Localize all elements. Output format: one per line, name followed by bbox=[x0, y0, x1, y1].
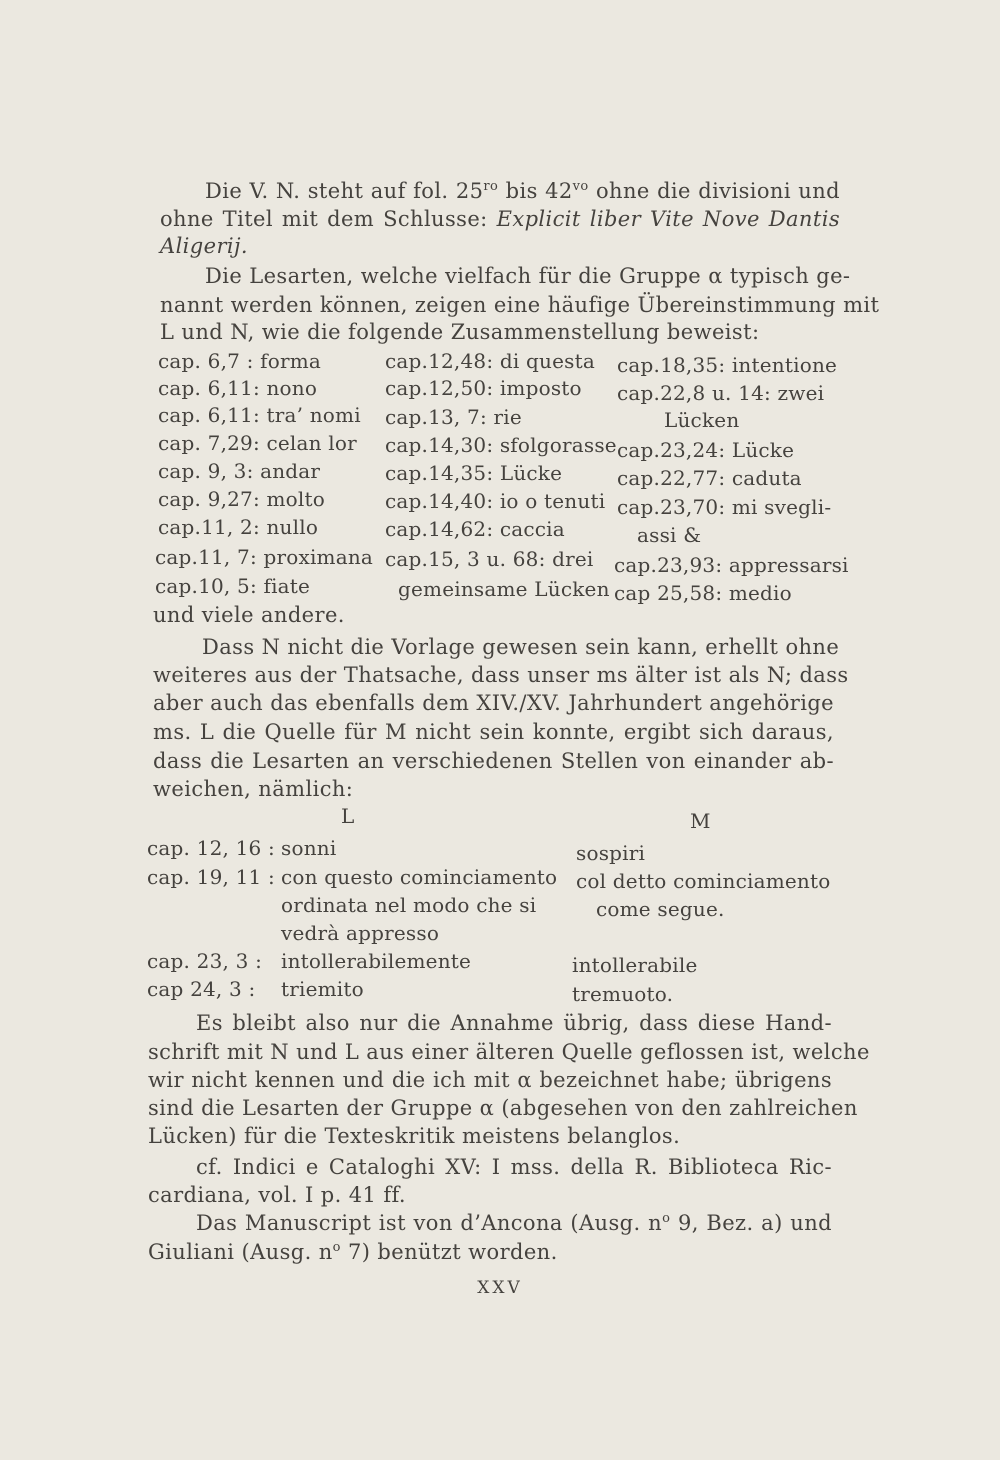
collation-entry: cap.14,40: io o tenuti bbox=[385, 489, 606, 513]
variant-reading-m: come segue. bbox=[596, 897, 725, 921]
p4-line-1: Es bleibt also nur die Annahme übrig, dass diese Hand- bbox=[196, 1011, 832, 1035]
collation-entry: gemeinsame Lücken bbox=[398, 577, 610, 601]
variant-reading-m: tremuoto. bbox=[572, 982, 674, 1006]
variant-reading-l: con questo cominciamento bbox=[281, 865, 558, 889]
collation-after: und viele andere. bbox=[153, 603, 345, 627]
collation-entry: cap.13, 7: rie bbox=[385, 405, 522, 429]
p6-line-2: Giuliani (Ausg. $n^o$ 7) benützt worden. bbox=[148, 1240, 558, 1264]
p2-line-1: Die Lesarten, welche vielfach für die Gruppe α typisch ge- bbox=[205, 264, 851, 288]
p1-line-1: Die V. N. steht auf fol. $25^{ro}$ bis $42^{vo}$ ohne die divisioni und bbox=[205, 179, 840, 203]
variant-cap: cap 24, 3 : bbox=[147, 977, 256, 1001]
p3-line-2: weiteres aus der Thatsache, dass unser ms älter ist als N; dass bbox=[153, 663, 849, 687]
variant-reading-l: vedrà appresso bbox=[281, 921, 440, 945]
p5-line-1: cf. Indici e Cataloghi XV: I mss. della R. Biblioteca Ric- bbox=[196, 1155, 832, 1179]
collation-entry: cap. 9, 3: andar bbox=[158, 459, 321, 483]
collation-entry: cap.14,35: Lücke bbox=[385, 461, 563, 485]
page-number: XXV bbox=[477, 1278, 523, 1298]
variant-header-m: M bbox=[690, 809, 711, 833]
p4-line-5: Lücken) für die Texteskritik meistens belanglos. bbox=[148, 1124, 681, 1148]
collation-entry: cap.23,70: mi svegli- bbox=[617, 495, 832, 519]
collation-entry: cap.23,93: appressarsi bbox=[614, 553, 849, 577]
collation-entry: cap.22,77: caduta bbox=[617, 466, 802, 490]
collation-entry: cap. 6,11: nono bbox=[158, 376, 318, 400]
variant-cap: cap. 23, 3 : bbox=[147, 949, 263, 973]
p3-line-6: weichen, nämlich: bbox=[153, 777, 354, 801]
collation-entry: cap.11, 7: proximana bbox=[155, 545, 374, 569]
variant-reading-m: sospiri bbox=[576, 841, 646, 865]
variant-cap: cap. 19, 11 : bbox=[147, 865, 275, 889]
collation-entry: Lücken bbox=[664, 408, 740, 432]
p3-line-5: dass die Lesarten an verschiedenen Stellen von einander ab- bbox=[153, 749, 834, 773]
collation-entry: cap.10, 5: fiate bbox=[155, 574, 311, 598]
p4-line-4: sind die Lesarten der Gruppe α (abgesehen von den zahlreichen bbox=[148, 1096, 858, 1120]
collation-entry: cap.23,24: Lücke bbox=[617, 438, 795, 462]
p1-line-3: Aligerij. bbox=[160, 234, 249, 258]
variant-reading-m: intollerabile bbox=[572, 953, 698, 977]
p4-line-3: wir nicht kennen und die ich mit α bezeichnet habe; übrigens bbox=[148, 1068, 832, 1092]
variant-reading-l: triemito bbox=[281, 977, 364, 1001]
collation-entry: cap.14,30: sfolgorasse bbox=[385, 433, 617, 457]
variant-reading-l: ordinata nel modo che si bbox=[281, 893, 537, 917]
collation-entry: cap.12,50: imposto bbox=[385, 376, 582, 400]
p2-line-3: L und N, wie die folgende Zusammenstellung beweist: bbox=[160, 320, 760, 344]
p3-line-4: ms. L die Quelle für M nicht sein konnte, ergibt sich daraus, bbox=[153, 720, 834, 744]
p1-line-2: ohne Titel mit dem Schlusse: Explicit liber Vite Nove Dantis bbox=[160, 207, 840, 231]
variant-reading-l: intollerabilemente bbox=[281, 949, 472, 973]
p3-line-3: aber auch das ebenfalls dem XIV./XV. Jahrhundert angehörige bbox=[153, 691, 834, 715]
variant-cap: cap. 12, 16 : bbox=[147, 836, 275, 860]
collation-entry: cap.11, 2: nullo bbox=[158, 515, 319, 539]
collation-entry: cap 25,58: medio bbox=[614, 581, 792, 605]
collation-entry: cap.14,62: caccia bbox=[385, 517, 565, 541]
collation-entry: cap.12,48: di questa bbox=[385, 349, 595, 373]
collation-entry: cap. 6,11: tra’ nomi bbox=[158, 403, 361, 427]
collation-entry: cap. 6,7 : forma bbox=[158, 349, 321, 373]
collation-entry: cap.22,8 u. 14: zwei bbox=[617, 381, 825, 405]
variant-reading-m: col detto cominciamento bbox=[576, 869, 831, 893]
p4-line-2: schrift mit N und L aus einer älteren Quelle geflossen ist, welche bbox=[148, 1040, 870, 1064]
variant-header-l: L bbox=[341, 804, 355, 828]
collation-entry: cap.15, 3 u. 68: drei bbox=[385, 547, 594, 571]
p2-line-2: nannt werden können, zeigen eine häufige Übereinstimmung mit bbox=[160, 293, 880, 317]
collation-entry: cap. 7,29: celan lor bbox=[158, 431, 357, 455]
p3-line-1: Dass N nicht die Vorlage gewesen sein kann, erhellt ohne bbox=[202, 635, 840, 659]
collation-entry: cap.18,35: intentione bbox=[617, 353, 838, 377]
collation-entry: cap. 9,27: molto bbox=[158, 487, 325, 511]
p5-line-2: cardiana, vol. I p. 41 ff. bbox=[148, 1183, 407, 1207]
collation-entry: assi & bbox=[637, 523, 702, 547]
variant-reading-l: sonni bbox=[281, 836, 337, 860]
p6-line-1: Das Manuscript ist von d’Ancona (Ausg. $n^o$ 9, Bez. a) und bbox=[196, 1211, 832, 1235]
